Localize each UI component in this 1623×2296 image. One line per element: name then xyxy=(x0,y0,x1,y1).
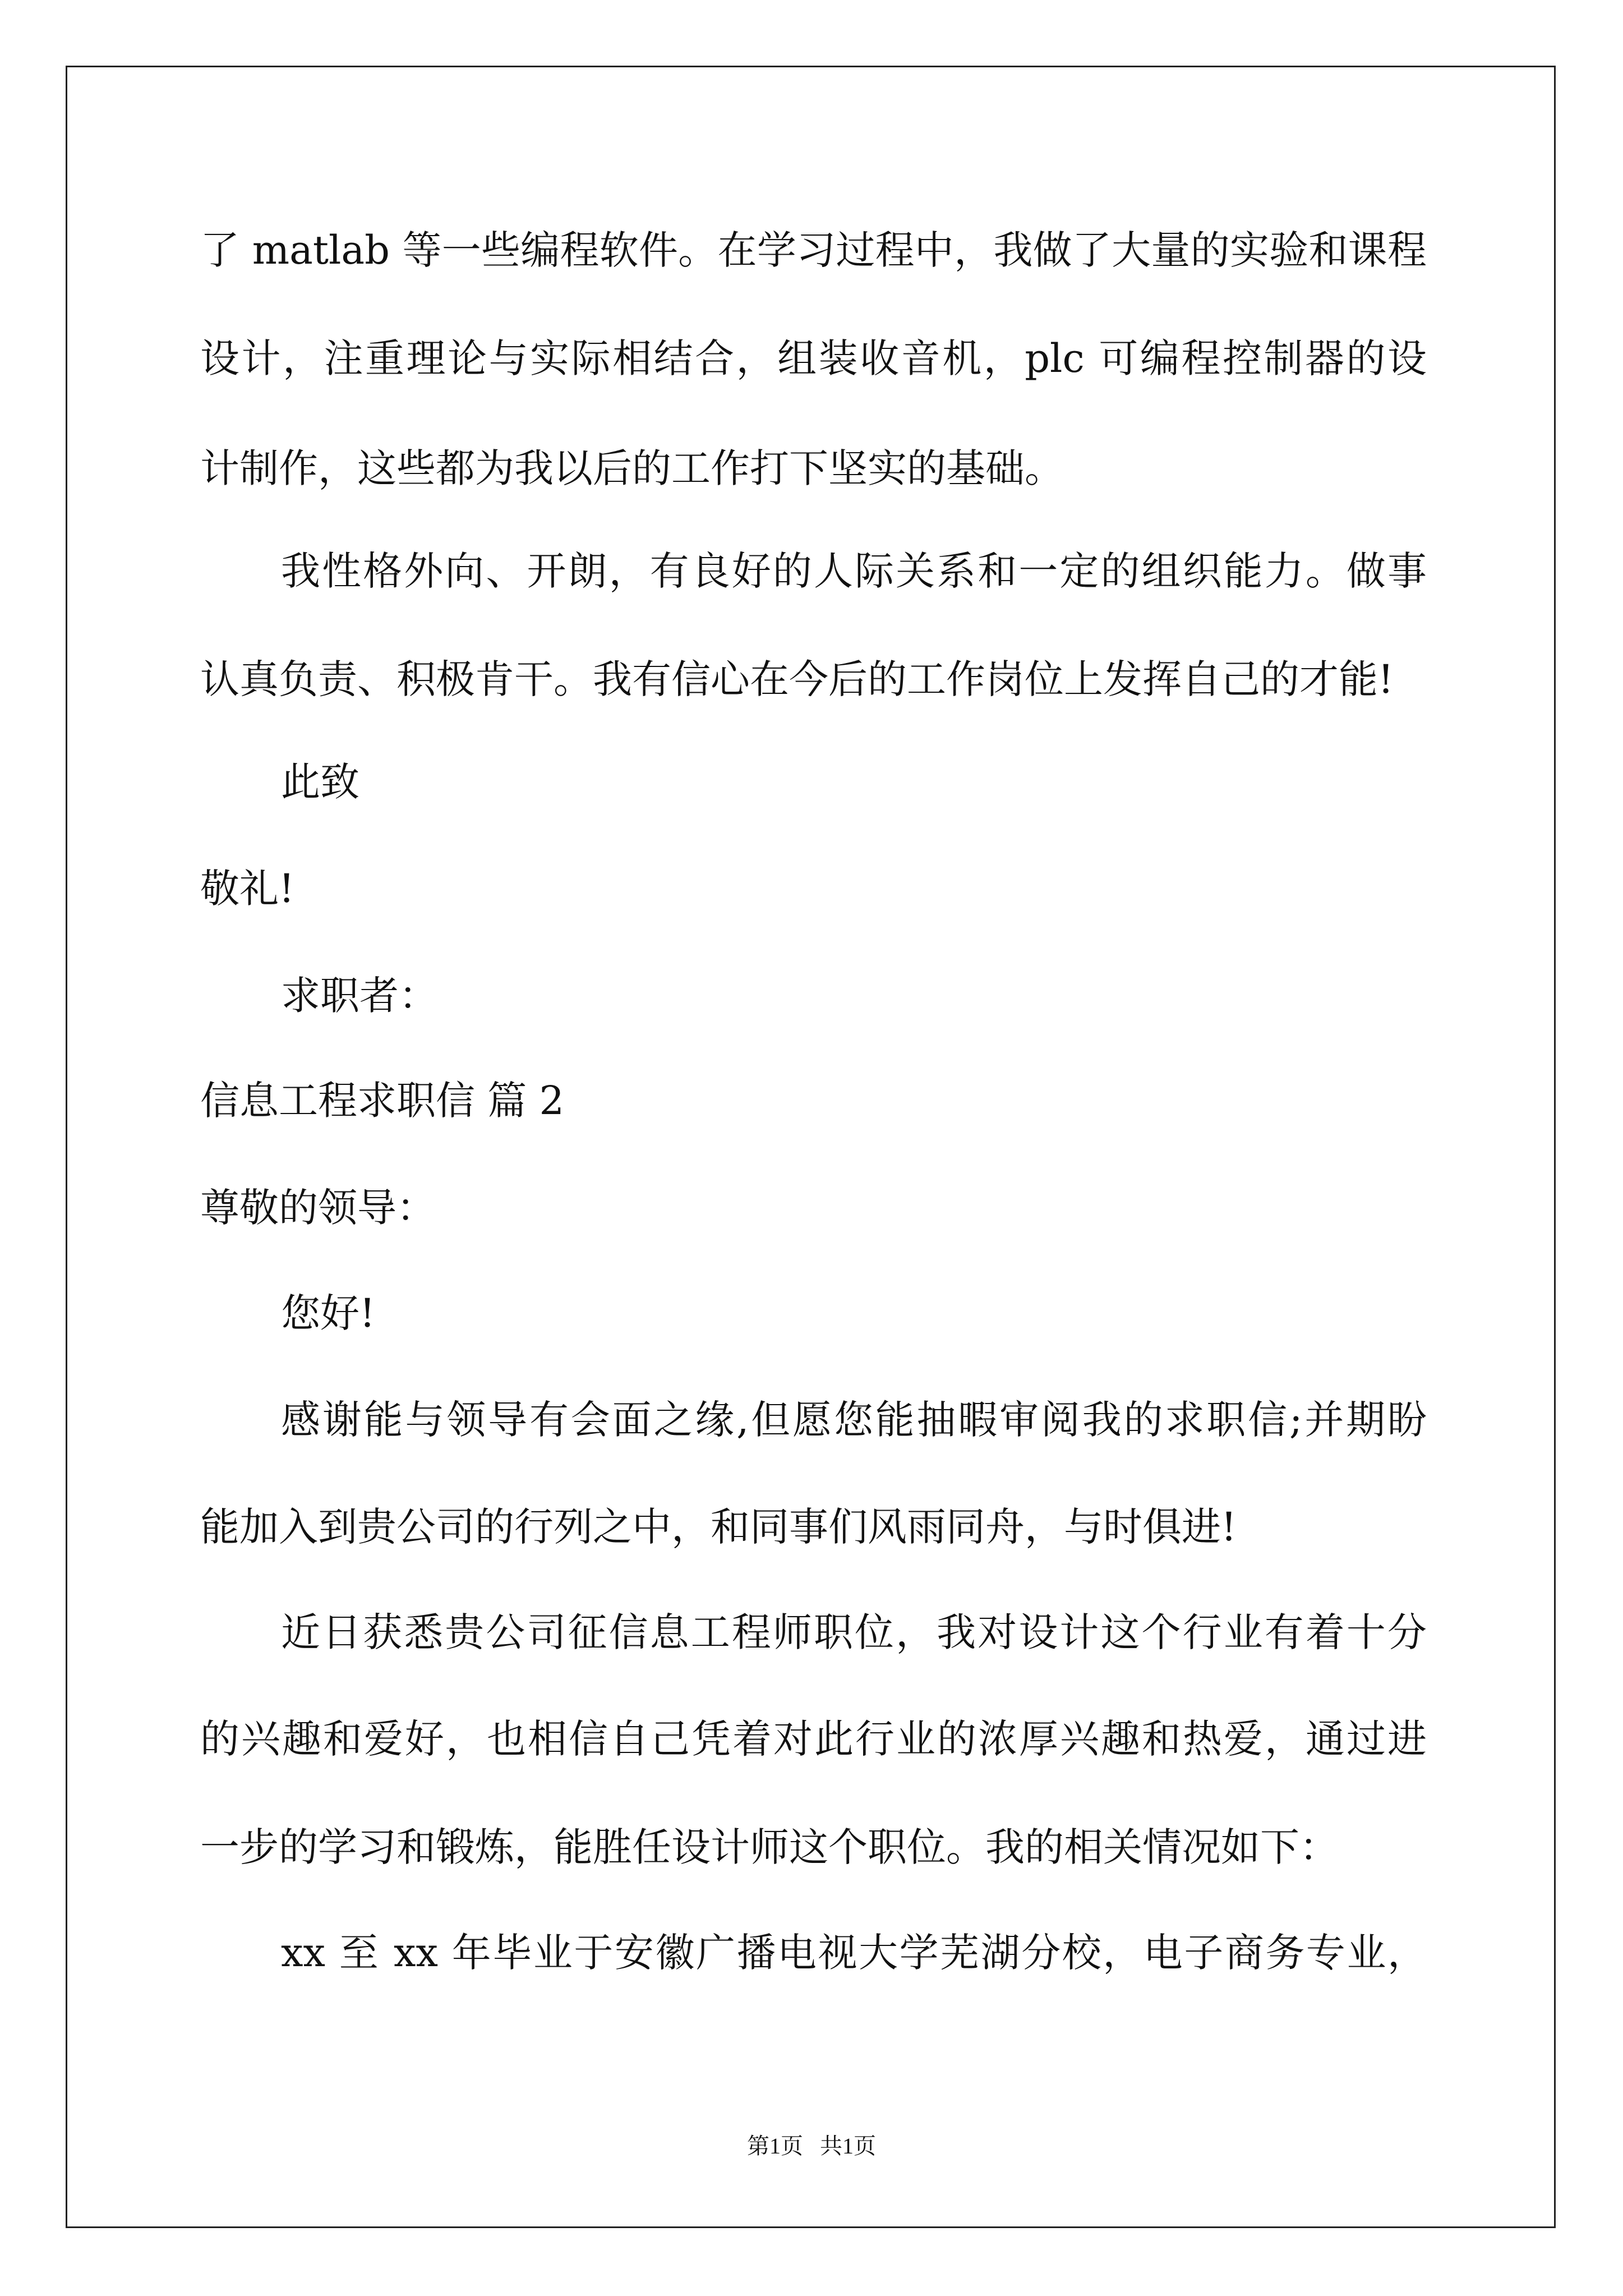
paragraph-text-line: 近日获悉贵公司征信息工程师职位，我对设计这个行业有着十分 xyxy=(281,1609,1427,1655)
closing-phrase: 此致 xyxy=(281,759,359,805)
paragraph-text-line: 认真负责、积极肯干。我有信心在今后的工作岗位上发挥自己的才能! xyxy=(200,656,1394,702)
greeting-line: 您好! xyxy=(281,1290,376,1336)
closing-salutation: 敬礼! xyxy=(200,866,295,912)
paragraph-text-line: 一步的学习和锻炼，能胜任设计师这个职位。我的相关情况如下： xyxy=(200,1824,1339,1870)
paragraph-text-line: 了 matlab 等一些编程软件。在学习过程中，我做了大量的实验和课程 xyxy=(200,227,1427,273)
paragraph-text-line: xx 至 xx 年毕业于安徽广播电视大学芜湖分校，电子商务专业， xyxy=(281,1930,1427,1976)
paragraph-text-line: 我性格外向、开朗，有良好的人际关系和一定的组织能力。做事 xyxy=(281,548,1427,594)
paragraph-text-line: 的兴趣和爱好，也相信自己凭着对此行业的浓厚兴趣和热爱，通过进 xyxy=(200,1716,1427,1762)
paragraph-text-line: 能加入到贵公司的行列之中，和同事们风雨同舟，与时俱进! xyxy=(200,1504,1237,1550)
page-number: 第1页 共1页 xyxy=(747,2133,876,2159)
signature-label: 求职者： xyxy=(281,973,438,1019)
paragraph-text-line: 感谢能与领导有会面之缘,但愿您能抽暇审阅我的求职信;并期盼 xyxy=(281,1397,1427,1443)
paragraph-text-line: 计制作，这些都为我以后的工作打下坚实的基础。 xyxy=(200,445,1064,491)
page-border xyxy=(66,66,1556,2228)
section-heading: 信息工程求职信 篇 2 xyxy=(200,1078,565,1124)
paragraph-text-line: 设计，注重理论与实际相结合，组装收音机，plc 可编程控制器的设 xyxy=(200,335,1427,381)
addressee-line: 尊敬的领导： xyxy=(200,1185,436,1231)
